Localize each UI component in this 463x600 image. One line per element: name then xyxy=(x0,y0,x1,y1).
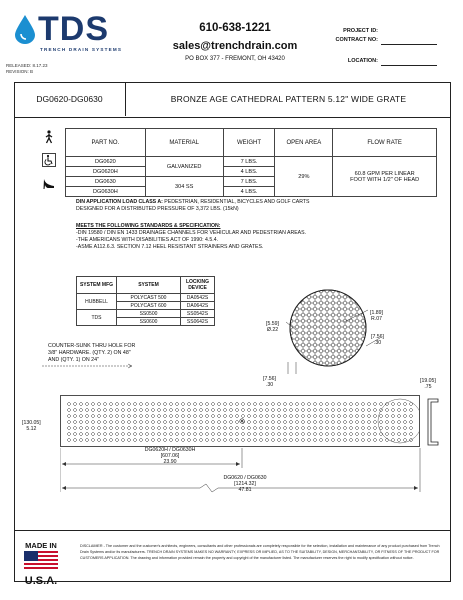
pedestrian-icon xyxy=(42,130,56,144)
col-header: SYSTEM xyxy=(117,277,181,294)
spec-table xyxy=(65,128,437,197)
heel-icon xyxy=(42,177,56,191)
dim-length-full: DG0620 / DG0630 [1214.32] 47.81 xyxy=(223,475,267,493)
locking-device-table xyxy=(76,276,215,326)
dim-length-half: DG0620H / DG0630H [607.06] 23.90 xyxy=(144,447,196,465)
standards-note: MEETS THE FOLLOWING STANDARDS & SPECIFICATION: -DIN 19580 / DIN EN 1433 DRAINAGE CHANNELS FOR VEHICULAR AND PEDESTRIAN AREAS. -THE AMERICANS WITH DISABILITIES ACT OF 1990: 4.5.4. -ASME A112.6.3. SECTION 7.12 HEEL RESISTANT STRAINERS AND GRATES. xyxy=(76,223,307,250)
revision: REVISION: B xyxy=(6,69,34,74)
part-cell: DG0630H xyxy=(66,187,146,197)
part-cell: DG0620 xyxy=(66,157,146,167)
system-cell: SS0500 xyxy=(117,310,181,318)
material-cell: GALVANIZED xyxy=(145,157,223,177)
address: PO BOX 377 - FREMONT, OH 43420 xyxy=(185,56,285,62)
title-bar xyxy=(14,82,451,118)
col-header: WEIGHT xyxy=(223,129,275,157)
dim-grate-width: [130.05] 5.12 xyxy=(22,420,41,432)
part-range: DG0620-DG0630 xyxy=(14,82,126,116)
flow-rate-cell: 60.8 GPM PER LINEAR FOOT WITH 1/2" OF HEAD xyxy=(333,157,437,197)
system-cell: SS0600 xyxy=(117,318,181,326)
location-label: LOCATION: xyxy=(347,58,378,64)
contract-no-label: CONTRACT NO: xyxy=(335,37,378,43)
system-cell: POLYCAST 600 xyxy=(117,302,181,310)
made-in-label: MADE IN xyxy=(25,541,57,550)
col-header: LOCKING DEVICE xyxy=(181,277,215,294)
project-id-label: PROJECT ID: xyxy=(343,28,378,34)
device-cell: DA0642S xyxy=(181,302,215,310)
col-header: OPEN AREA xyxy=(275,129,333,157)
weight-cell: 7 LBS. xyxy=(223,177,275,187)
release-date: RELEASED: 8.17.23 xyxy=(6,63,48,68)
callout-leader xyxy=(40,360,140,400)
device-cell: SS0642S xyxy=(181,318,215,326)
logo-wordmark: TDS xyxy=(38,10,109,48)
header xyxy=(0,0,463,80)
contract-no-field[interactable] xyxy=(381,44,437,45)
material-cell: 304 SS xyxy=(145,177,223,197)
grate-plan-view xyxy=(60,395,420,447)
weight-cell: 4 LBS. xyxy=(223,167,275,177)
dim-slot-radius: [1.89] R.07 xyxy=(370,310,383,322)
system-cell: POLYCAST 500 xyxy=(117,294,181,302)
drawing-title: BRONZE AGE CATHEDRAL PATTERN 5.12" WIDE GRATE xyxy=(170,94,407,104)
col-header: SYSTEM MFG xyxy=(77,277,117,294)
load-class-note: DIN APPLICATION LOAD CLASS A: PEDESTRIAN, RESIDENTIAL, BICYCLES AND GOLF CARTS DESIGNED FOR A DISTRIBUTED PRESSURE OF 3,372 LBS. (15kN) xyxy=(76,199,310,212)
phone-number[interactable]: 610-638-1221 xyxy=(199,22,271,34)
dim-spacing-bottom: [7.56] .30 xyxy=(263,376,276,388)
made-in-usa-badge xyxy=(24,541,58,587)
water-drop-icon xyxy=(14,14,36,44)
device-cell: DA0542S xyxy=(181,294,215,302)
device-cell: SS0542S xyxy=(181,310,215,318)
weight-cell: 7 LBS. xyxy=(223,157,275,167)
part-cell: DG0630 xyxy=(66,177,146,187)
open-area-cell: 29% xyxy=(275,157,333,197)
col-header: MATERIAL xyxy=(145,129,223,157)
countersink-callout: COUNTER-SUNK THRU HOLE FOR 3/8" HARDWARE. (QTY. 2) ON 48" AND (QTY. 1) ON 24" xyxy=(48,343,136,363)
location-field[interactable] xyxy=(381,65,437,66)
dim-spacing-right: [7.56] .30 xyxy=(371,334,384,346)
weight-cell: 4 LBS. xyxy=(223,187,275,197)
col-header: PART NO. xyxy=(66,129,146,157)
part-cell: DG0620H xyxy=(66,167,146,177)
disclaimer: DISCLAIMER - The customer and the customer's architects, engineers, consultants and other professionals are completely responsible for the selection, installation and maintenance of any product purchased from Trench Drain Systems and/or its manufacturers. TRENCH DRAIN SYSTEMS MAKES NO WARRANTY, EXPRESS OR IMPLIED, AS TO THE SUITABILITY, DESIGN, MERCHANTABILITY, OR FITNESS OF THE PRODUCT FOR CUSTOMERS APPLICATION. The drawing and information provided remain the property and copyright of the manufacturer listed. The manufacturer reserves the right to modify specification without notice. xyxy=(80,544,440,561)
grate-side-profile xyxy=(426,398,440,446)
us-flag-icon xyxy=(24,551,58,569)
dim-grate-depth: [19.05] .75 xyxy=(420,378,436,390)
footer-divider xyxy=(14,530,451,531)
wheelchair-icon xyxy=(42,153,56,167)
detail-leader-lines xyxy=(268,300,428,390)
usa-label: U.S.A. xyxy=(24,575,58,587)
mfg-cell: TDS xyxy=(77,310,117,326)
dim-hole-diameter: [5.59] Ø.22 xyxy=(266,321,279,333)
col-header: FLOW RATE xyxy=(333,129,437,157)
email-address[interactable]: sales@trenchdrain.com xyxy=(172,40,298,52)
logo-tagline: TRENCH DRAIN SYSTEMS xyxy=(40,47,123,52)
mfg-cell: HUBBELL xyxy=(77,294,117,310)
